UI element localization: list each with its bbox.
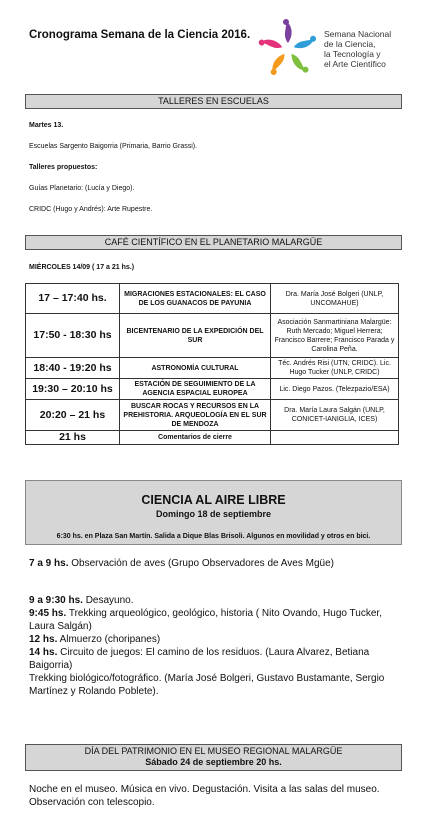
list-item <box>29 607 401 633</box>
activity-text: Trekking arqueológico, geológico, historia ( Nito Ovando, Hugo Tucker, Laura Salgán) <box>29 608 382 632</box>
cafe-date: MIÉRCOLES 14/09 ( 17 a 21 hs.) <box>29 264 135 271</box>
aire-libre-activities <box>29 594 401 698</box>
table-row <box>26 314 399 358</box>
aire-libre-heading: CIENCIA AL AIRE LIBRE <box>141 493 286 507</box>
logo-line: el Arte Científico <box>324 59 386 69</box>
table-row <box>26 431 399 445</box>
row-title: Comentarios de cierre <box>120 431 271 445</box>
row-speaker: Asociación Sanmartiniana Malargüe: Ruth Mercado; Miguel Herrera; Francisco Barrere; Francisco Parada y Carolina Peña. <box>271 314 399 358</box>
row-speaker <box>271 431 399 445</box>
activity-text: Circuito de juegos: El camino de los residuos. (Laura Alvarez, Betiana Baigorria) <box>29 647 370 671</box>
aire-libre-banner <box>25 480 402 545</box>
row-time: 19:30 – 20:10 hs <box>26 379 120 400</box>
birds-time: 7 a 9 hs. <box>29 558 69 569</box>
logo-text <box>324 29 391 69</box>
row-title: BICENTENARIO DE LA EXPEDICIÓN DEL SUR <box>120 314 271 358</box>
list-item <box>29 633 401 646</box>
row-title: MIGRACIONES ESTACIONALES: EL CASO DE LOS GUANACOS DE PAYUNIA <box>120 284 271 314</box>
row-time: 17:50 - 18:30 hs <box>26 314 120 358</box>
aire-libre-date: Domingo 18 de septiembre <box>155 509 272 519</box>
list-item <box>29 646 401 672</box>
document-title: Cronograma Semana de la Ciencia 2016. <box>29 29 251 41</box>
row-time: 20:20 – 21 hs <box>26 400 120 431</box>
table-row <box>26 358 399 379</box>
row-speaker: Lic. Diego Pazos. (Telezpazio/ESA) <box>271 379 399 400</box>
logo-line: de la Ciencia, <box>324 39 376 49</box>
talleres-proposed-label: Talleres propuestos: <box>29 164 98 171</box>
talleres-heading: TALLERES EN ESCUELAS <box>25 94 402 109</box>
activity-text: Almuerzo (choripanes) <box>57 634 161 645</box>
birds-text: Observación de aves (Grupo Observadores de Aves Mgüe) <box>68 558 334 569</box>
activity-time: 9:45 hs. <box>29 608 67 619</box>
table-row <box>26 400 399 431</box>
talleres-item: CRIDC (Hugo y Andrés): Arte Rupestre. <box>29 206 153 213</box>
patrimonio-heading: DÍA DEL PATRIMONIO EN EL MUSEO REGIONAL MALARGÜE <box>84 746 343 756</box>
aire-libre-note: 6:30 hs. en Plaza San Martín. Salida a Dique Blas Brisoli. Algunos en movilidad y otros en bici. <box>56 533 371 540</box>
logo-line: Semana Nacional <box>324 29 392 39</box>
patrimonio-date: Sábado 24 de septiembre 20 hs. <box>145 757 282 767</box>
row-speaker: Dra. María Laura Salgán (UNLP, CONICET-IANIGLIA, ICES) <box>271 400 399 431</box>
patrimonio-banner <box>25 744 402 771</box>
row-time: 21 hs <box>26 431 120 445</box>
row-time: 17 – 17:40 hs. <box>26 284 120 314</box>
row-speaker: Téc. Andrés Risi (UTN, CRIDC). Lic. Hugo Tucker (UNLP, CRIDC) <box>271 358 399 379</box>
cafe-schedule-table <box>25 283 399 445</box>
activity-time: 14 hs. <box>29 647 58 658</box>
talleres-day: Martes 13. <box>29 122 64 129</box>
birds-line <box>29 557 401 570</box>
list-item <box>29 672 401 698</box>
row-speaker: Dra. María José Bolgeri (UNLP, UNCOMAHUE) <box>271 284 399 314</box>
talleres-school: Escuelas Sargento Baigorria (Primaria, Barrio Grassi). <box>29 143 198 150</box>
talleres-item: Guías Planetario: (Lucía y Diego). <box>29 185 135 192</box>
row-time: 18:40 - 19:20 hs <box>26 358 120 379</box>
logo-line: la Tecnología y <box>324 49 381 59</box>
activity-text: Desayuno. <box>82 595 134 606</box>
row-title: BUSCAR ROCAS Y RECURSOS EN LA PREHISTORIA. ARQUEOLOGÍA EN EL SUR DE MENDOZA <box>120 400 271 431</box>
activity-text: Trekking biológico/fotográfico. (María José Bolgeri, Gustavo Bustamante, Sergio Martínez y Rolando Poblete). <box>29 673 385 697</box>
table-row <box>26 379 399 400</box>
activity-time: 12 hs. <box>29 634 58 645</box>
semana-ciencia-logo-icon <box>253 19 323 79</box>
activity-time: 9 a 9:30 hs. <box>29 595 83 606</box>
row-title: ASTRONOMÍA CULTURAL <box>120 358 271 379</box>
list-item <box>29 594 401 607</box>
table-row <box>26 284 399 314</box>
cafe-heading: CAFÉ CIENTÍFICO EN EL PLANETARIO MALARGÜE <box>25 235 402 250</box>
patrimonio-text: Noche en el museo. Música en vivo. Degustación. Visita a las salas del museo. Observación con telescopio. <box>29 784 380 808</box>
row-title: ESTACIÓN DE SEGUIMIENTO DE LA AGENCIA ESPACIAL EUROPEA <box>120 379 271 400</box>
